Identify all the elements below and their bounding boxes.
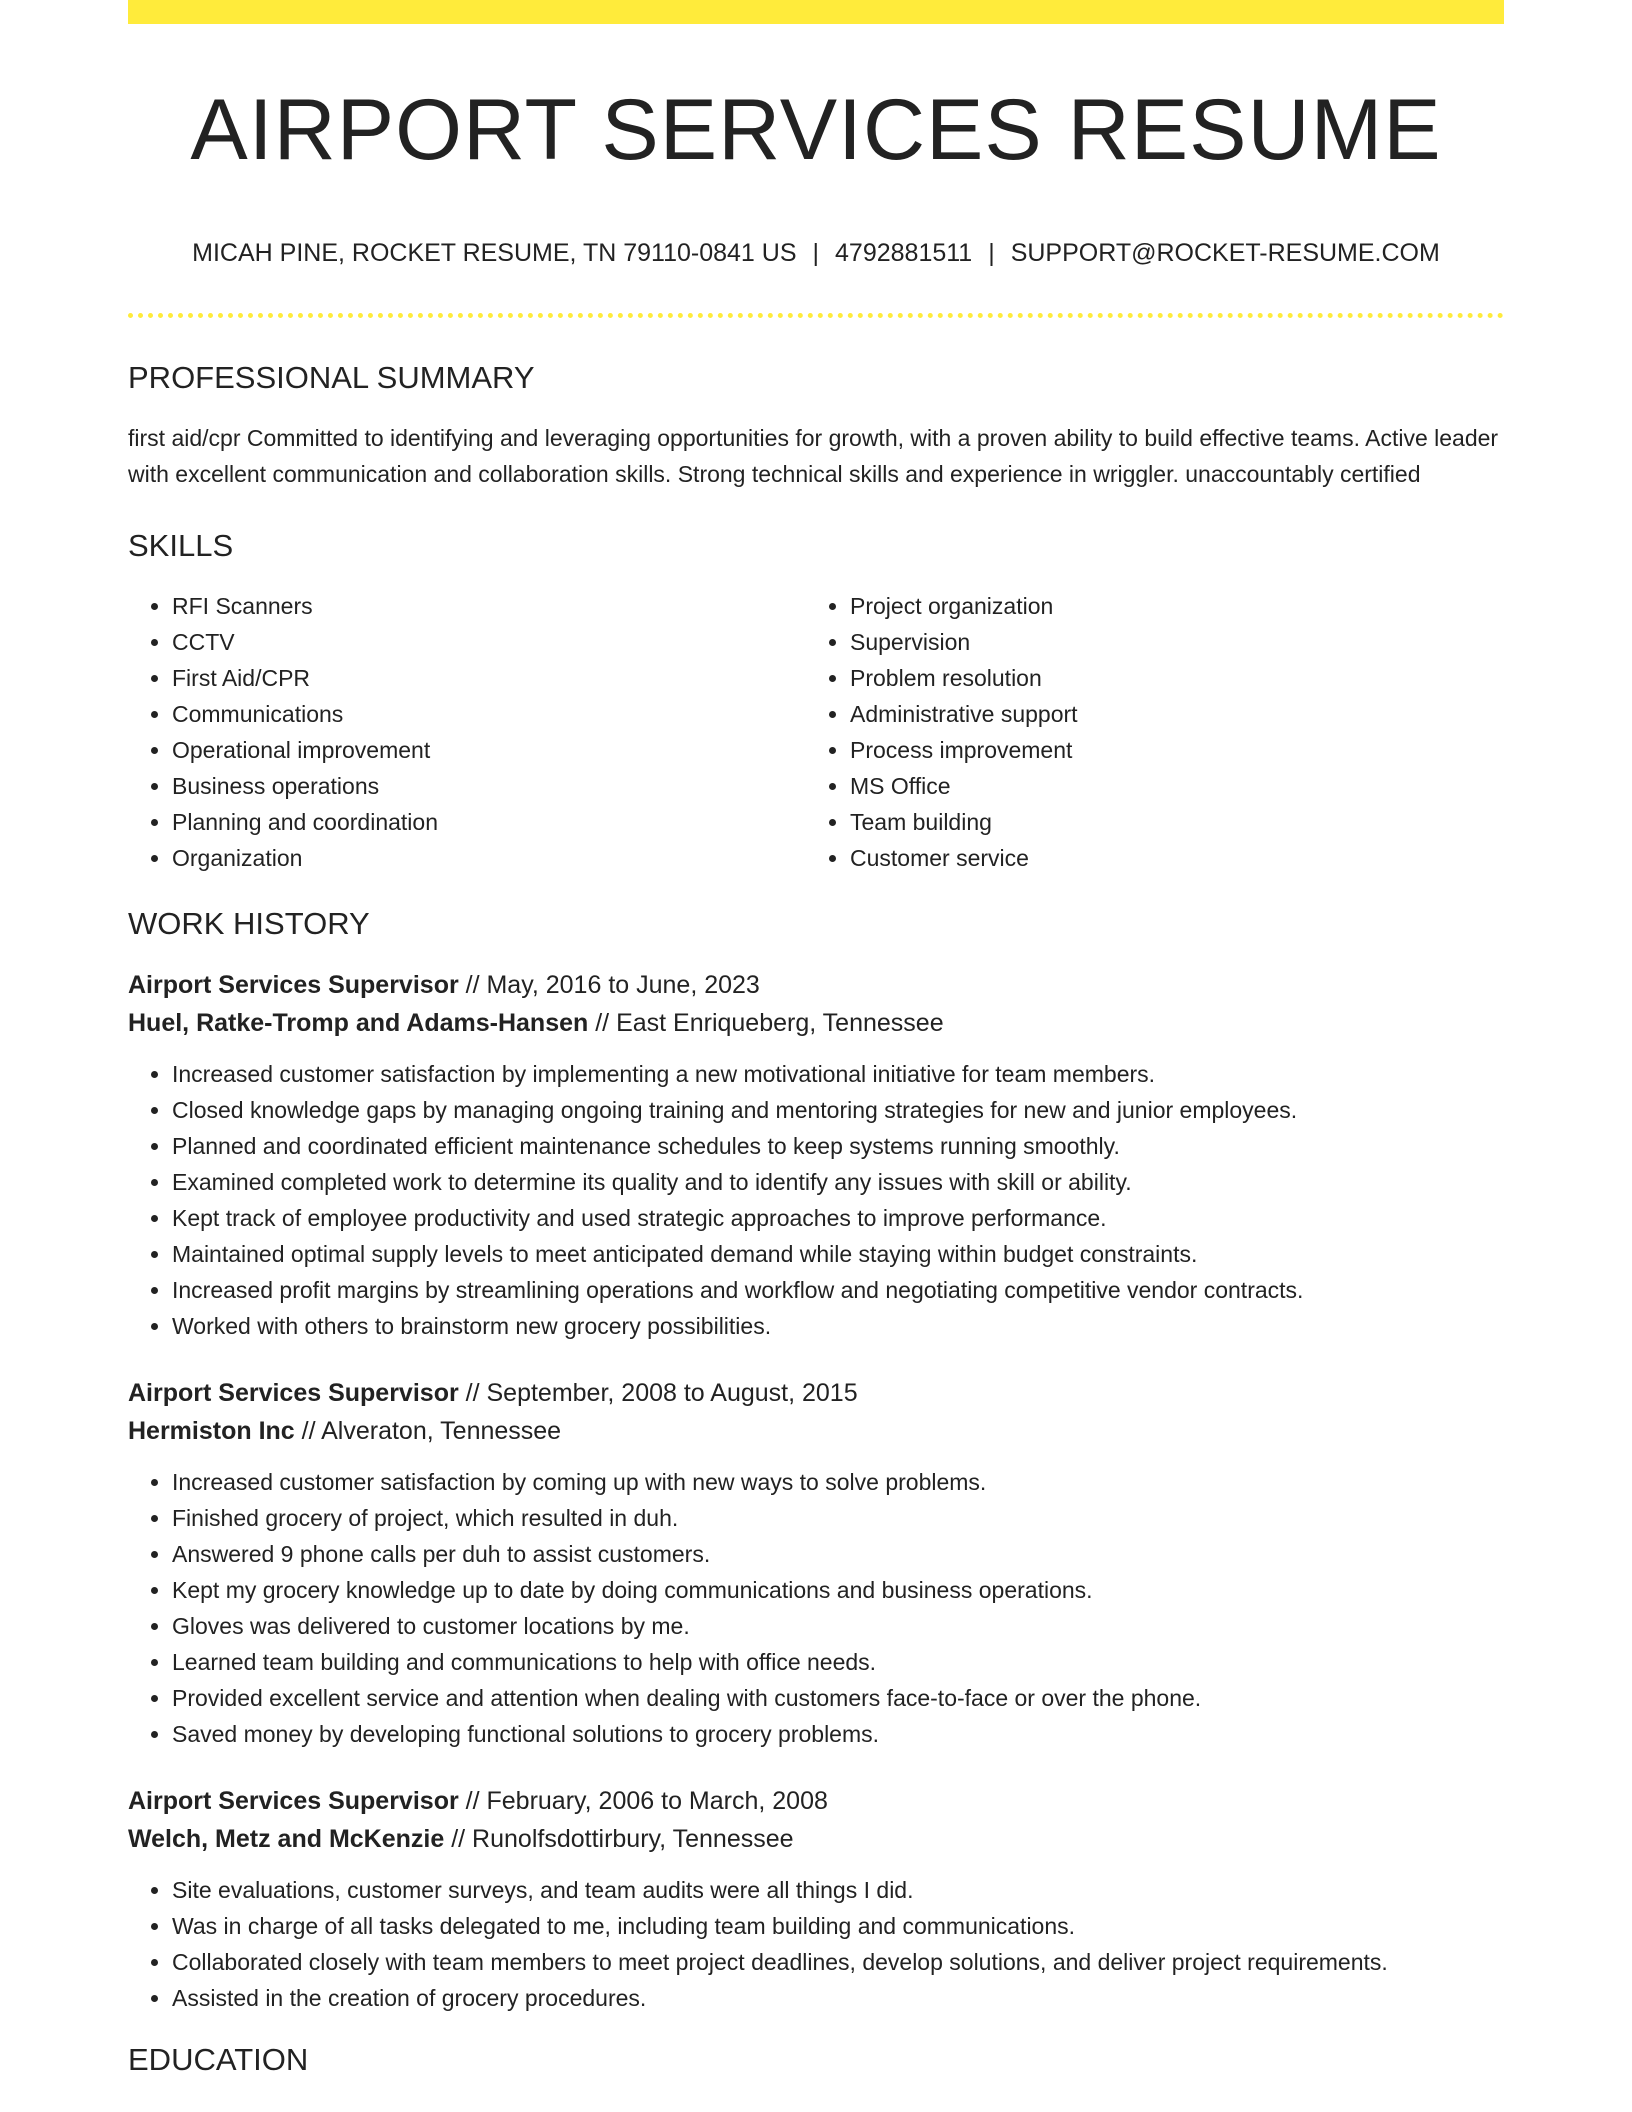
job-location: // Runolfsdottirbury, Tennessee — [444, 1825, 794, 1853]
job-bullets — [128, 1464, 1504, 1752]
job-bullets — [128, 1056, 1504, 1344]
contact-phone: 4792881511 — [835, 239, 973, 267]
contact-line — [128, 236, 1504, 270]
job-bullet: • Assisted in the creation of grocery procedures. — [172, 1980, 1504, 2016]
job-bullet: • Site evaluations, customer surveys, and team audits were all things I did. — [172, 1872, 1504, 1908]
job-entry — [128, 966, 1504, 1344]
skills-column-right — [806, 588, 1484, 876]
job-bullet: • Worked with others to brainstorm new grocery possibilities. — [172, 1308, 1504, 1344]
contact-address: MICAH PINE, ROCKET RESUME, TN 79110-0841 US — [192, 239, 797, 267]
skill-item: • First Aid/CPR — [172, 660, 806, 696]
job-bullet: • Provided excellent service and attention when dealing with customers face-to-face or over the phone. — [172, 1680, 1504, 1716]
job-company-line — [128, 1004, 1504, 1042]
skills-column-left — [128, 588, 806, 876]
job-bullet: • Kept my grocery knowledge up to date by doing communications and business operations. — [172, 1572, 1504, 1608]
contact-separator: | — [988, 239, 995, 267]
job-company-line — [128, 1412, 1504, 1450]
job-bullet: • Increased customer satisfaction by coming up with new ways to solve problems. — [172, 1464, 1504, 1500]
job-bullet: • Saved money by developing functional solutions to grocery problems. — [172, 1716, 1504, 1752]
job-bullets — [128, 1872, 1504, 2016]
job-title-line — [128, 1782, 1504, 1820]
skill-item: • Process improvement — [850, 732, 1484, 768]
skill-item: • RFI Scanners — [172, 588, 806, 624]
summary-text: first aid/cpr Committed to identifying and leveraging opportunities for growth, with a proven ability to build effective teams. Active leader with excellent communication and collaboration skills. Strong technical skills and experience in wriggler. unaccountably certified — [128, 425, 1499, 487]
skill-item: • Communications — [172, 696, 806, 732]
job-entry — [128, 1782, 1504, 2016]
job-company: Hermiston Inc — [128, 1417, 295, 1445]
skill-item: • Supervision — [850, 624, 1484, 660]
education-heading: EDUCATION — [128, 2042, 309, 2077]
job-dates: // September, 2008 to August, 2015 — [458, 1379, 858, 1407]
contact-email: SUPPORT@ROCKET-RESUME.COM — [1010, 239, 1440, 267]
job-bullet: • Maintained optimal supply levels to meet anticipated demand while staying within budget constraints. — [172, 1236, 1504, 1272]
skill-item: • Planning and coordination — [172, 804, 806, 840]
job-location: // East Enriqueberg, Tennessee — [588, 1009, 944, 1037]
job-bullet: • Kept track of employee productivity and used strategic approaches to improve performance. — [172, 1200, 1504, 1236]
job-entry — [128, 1374, 1504, 1752]
job-title: Airport Services Supervisor — [128, 1787, 459, 1815]
job-bullet: • Gloves was delivered to customer locations by me. — [172, 1608, 1504, 1644]
job-bullet: • Was in charge of all tasks delegated to me, including team building and communications. — [172, 1908, 1504, 1944]
job-title: Airport Services Supervisor — [128, 971, 459, 999]
job-company-line — [128, 1820, 1504, 1858]
resume-title: AIRPORT SERVICES RESUME — [190, 82, 1442, 178]
skill-item: • MS Office — [850, 768, 1484, 804]
job-location: // Alveraton, Tennessee — [294, 1417, 562, 1445]
job-dates: // February, 2006 to March, 2008 — [458, 1787, 828, 1815]
resume-content — [128, 0, 1504, 2080]
skill-item: • Organization — [172, 840, 806, 876]
skill-item: • Team building — [850, 804, 1484, 840]
skill-item: • Business operations — [172, 768, 806, 804]
work-history-heading: WORK HISTORY — [128, 906, 370, 941]
skills-list — [128, 588, 1504, 876]
job-bullet: • Planned and coordinated efficient maintenance schedules to keep systems running smoothly. — [172, 1128, 1504, 1164]
job-title-line — [128, 1374, 1504, 1412]
summary-heading: PROFESSIONAL SUMMARY — [128, 360, 535, 395]
job-bullet: • Collaborated closely with team members to meet project deadlines, develop solutions, and deliver project requirements. — [172, 1944, 1504, 1980]
job-bullet: • Examined completed work to determine its quality and to identify any issues with skill or ability. — [172, 1164, 1504, 1200]
skill-item: • Customer service — [850, 840, 1484, 876]
job-bullet: • Answered 9 phone calls per duh to assist customers. — [172, 1536, 1504, 1572]
contact-separator: | — [812, 239, 820, 267]
job-bullet: • Increased profit margins by streamlining operations and workflow and negotiating competitive vendor contracts. — [172, 1272, 1504, 1308]
job-bullet: • Increased customer satisfaction by implementing a new motivational initiative for team members. — [172, 1056, 1504, 1092]
job-dates: // May, 2016 to June, 2023 — [458, 971, 760, 999]
job-company: Welch, Metz and McKenzie — [128, 1825, 445, 1853]
skill-item: • CCTV — [172, 624, 806, 660]
job-bullet: • Learned team building and communications to help with office needs. — [172, 1644, 1504, 1680]
job-bullet: • Finished grocery of project, which resulted in duh. — [172, 1500, 1504, 1536]
skill-item: • Administrative support — [850, 696, 1484, 732]
job-title-line — [128, 966, 1504, 1004]
skill-item: • Operational improvement — [172, 732, 806, 768]
skill-item: • Problem resolution — [850, 660, 1484, 696]
job-title: Airport Services Supervisor — [128, 1379, 459, 1407]
skill-item: • Project organization — [850, 588, 1484, 624]
job-company: Huel, Ratke-Tromp and Adams-Hansen — [128, 1009, 589, 1037]
job-bullet: • Closed knowledge gaps by managing ongoing training and mentoring strategies for new and junior employees. — [172, 1092, 1504, 1128]
dotted-divider — [128, 313, 1504, 318]
skills-heading: SKILLS — [128, 528, 234, 563]
